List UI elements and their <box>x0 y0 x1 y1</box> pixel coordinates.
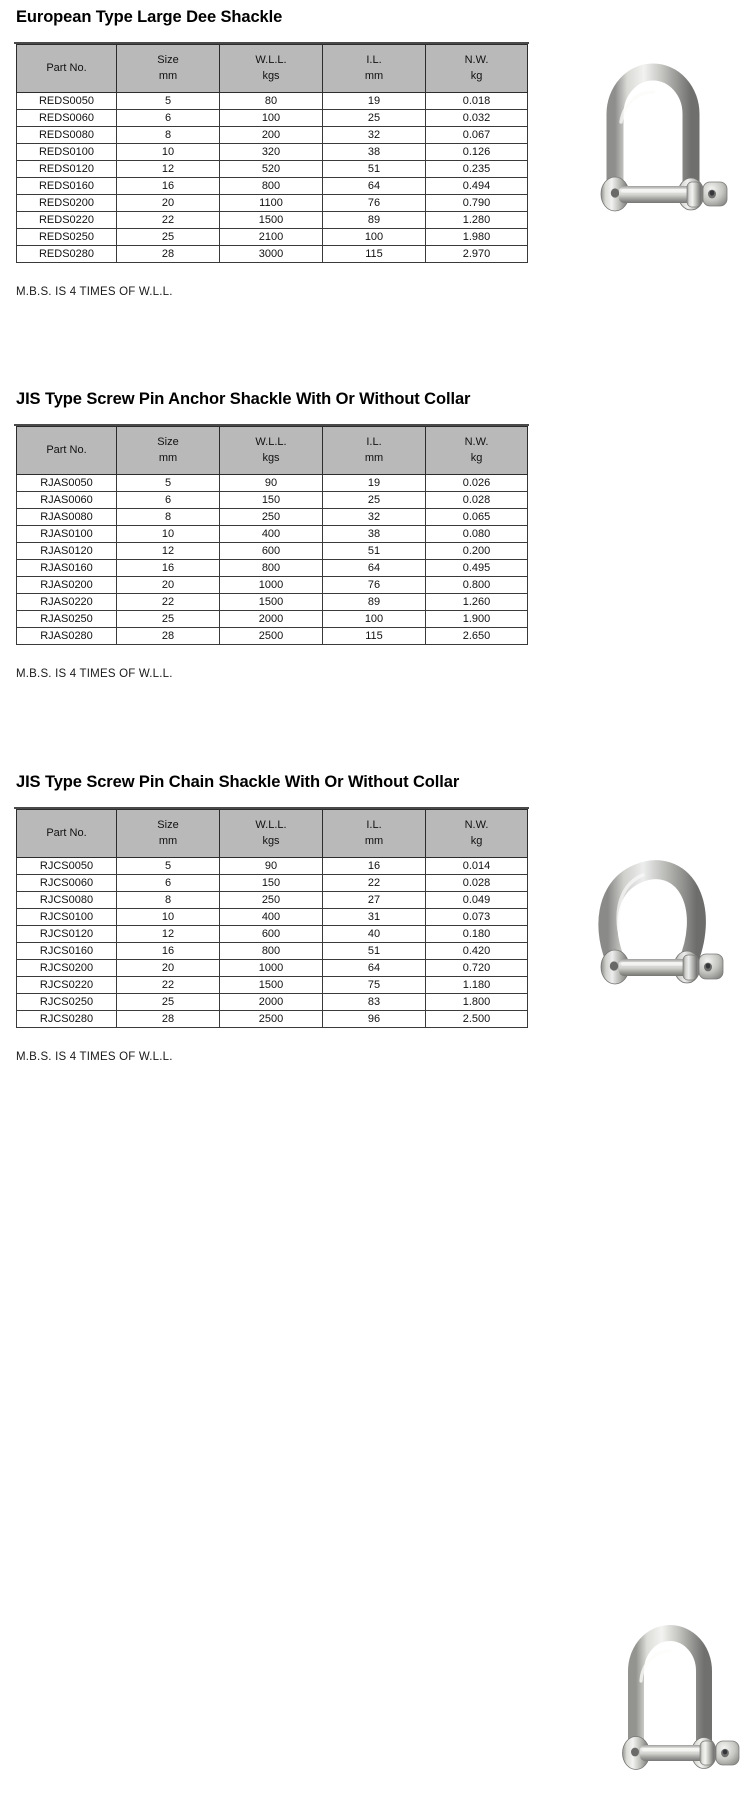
table-body <box>17 93 528 263</box>
cell-il: 100 <box>323 229 426 246</box>
cell-nw: 0.800 <box>426 577 528 594</box>
table-row <box>17 875 528 892</box>
cell-wll: 250 <box>220 892 323 909</box>
cell-part-no: RJAS0280 <box>17 628 117 645</box>
column-header-label: Size <box>157 818 179 831</box>
cell-part-no: RJCS0220 <box>17 977 117 994</box>
cell-size: 12 <box>117 543 220 560</box>
cell-part-no: RJAS0080 <box>17 509 117 526</box>
table-row <box>17 1011 528 1028</box>
cell-wll: 150 <box>220 492 323 509</box>
table-row <box>17 229 528 246</box>
footnote-mbs: M.B.S. IS 4 TIMES OF W.L.L. <box>16 286 173 298</box>
table-row <box>17 178 528 195</box>
cell-part-no: RJCS0280 <box>17 1011 117 1028</box>
column-header-label: W.L.L. <box>255 435 287 448</box>
table-row <box>17 526 528 543</box>
cell-size: 20 <box>117 195 220 212</box>
cell-il: 51 <box>323 943 426 960</box>
cell-nw: 1.280 <box>426 212 528 229</box>
table-row <box>17 212 528 229</box>
column-header-label: Size <box>157 53 179 66</box>
cell-size: 8 <box>117 127 220 144</box>
column-header-label: N.W. <box>464 435 489 448</box>
cell-il: 31 <box>323 909 426 926</box>
cell-wll: 400 <box>220 526 323 543</box>
column-header-il <box>323 810 426 858</box>
page-title: JIS Type Screw Pin Anchor Shackle With Or Without Collar <box>16 390 471 408</box>
cell-nw: 0.028 <box>426 492 528 509</box>
table-row <box>17 977 528 994</box>
cell-wll: 90 <box>220 475 323 492</box>
cell-il: 25 <box>323 492 426 509</box>
cell-il: 22 <box>323 875 426 892</box>
cell-il: 115 <box>323 246 426 263</box>
spec-table <box>16 426 528 645</box>
spec-table <box>16 44 528 263</box>
cell-il: 40 <box>323 926 426 943</box>
cell-part-no: RJAS0250 <box>17 611 117 628</box>
cell-part-no: RJCS0080 <box>17 892 117 909</box>
cell-part-no: RJAS0120 <box>17 543 117 560</box>
cell-wll: 200 <box>220 127 323 144</box>
cell-part-no: REDS0200 <box>17 195 117 212</box>
cell-il: 51 <box>323 161 426 178</box>
cell-wll: 1500 <box>220 212 323 229</box>
column-header-label: I.L. <box>366 435 382 448</box>
cell-il: 38 <box>323 144 426 161</box>
cell-size: 5 <box>117 858 220 875</box>
cell-wll: 800 <box>220 178 323 195</box>
cell-il: 96 <box>323 1011 426 1028</box>
cell-size: 25 <box>117 994 220 1011</box>
cell-nw: 0.790 <box>426 195 528 212</box>
cell-size: 6 <box>117 110 220 127</box>
cell-nw: 0.014 <box>426 858 528 875</box>
column-header-unit: kgs <box>262 69 280 82</box>
column-header-nw <box>426 45 528 93</box>
cell-nw: 2.500 <box>426 1011 528 1028</box>
column-header-unit: kgs <box>262 451 280 464</box>
table-row <box>17 492 528 509</box>
table-row <box>17 943 528 960</box>
cell-part-no: RJCS0060 <box>17 875 117 892</box>
column-header-il <box>323 427 426 475</box>
column-header-label: W.L.L. <box>255 818 287 831</box>
column-header-unit: mm <box>364 834 384 847</box>
cell-size: 16 <box>117 943 220 960</box>
cell-nw: 0.032 <box>426 110 528 127</box>
cell-nw: 0.180 <box>426 926 528 943</box>
column-header-label: Part No. <box>46 443 87 456</box>
cell-size: 6 <box>117 875 220 892</box>
table-row <box>17 994 528 1011</box>
table-row <box>17 93 528 110</box>
chain-dee-shackle-image <box>592 1623 749 1803</box>
cell-wll: 800 <box>220 560 323 577</box>
column-header-unit: mm <box>364 451 384 464</box>
cell-size: 16 <box>117 560 220 577</box>
cell-nw: 0.067 <box>426 127 528 144</box>
cell-nw: 0.720 <box>426 960 528 977</box>
cell-il: 76 <box>323 577 426 594</box>
cell-il: 32 <box>323 127 426 144</box>
cell-wll: 2500 <box>220 1011 323 1028</box>
table-row <box>17 110 528 127</box>
table-row <box>17 195 528 212</box>
cell-part-no: RJCS0120 <box>17 926 117 943</box>
column-header-nw <box>426 810 528 858</box>
cell-nw: 0.028 <box>426 875 528 892</box>
cell-il: 75 <box>323 977 426 994</box>
cell-wll: 150 <box>220 875 323 892</box>
cell-wll: 320 <box>220 144 323 161</box>
cell-size: 22 <box>117 977 220 994</box>
cell-il: 16 <box>323 858 426 875</box>
cell-size: 28 <box>117 246 220 263</box>
cell-il: 64 <box>323 560 426 577</box>
cell-size: 8 <box>117 509 220 526</box>
column-header-label: Part No. <box>46 826 87 839</box>
table-row <box>17 509 528 526</box>
table-header-row <box>17 810 528 858</box>
cell-size: 28 <box>117 628 220 645</box>
footnote-mbs: M.B.S. IS 4 TIMES OF W.L.L. <box>16 1051 173 1063</box>
cell-wll: 90 <box>220 858 323 875</box>
cell-size: 5 <box>117 93 220 110</box>
cell-part-no: RJAS0160 <box>17 560 117 577</box>
table-row <box>17 858 528 875</box>
cell-nw: 1.260 <box>426 594 528 611</box>
cell-nw: 1.980 <box>426 229 528 246</box>
column-header-unit: mm <box>158 451 178 464</box>
cell-il: 64 <box>323 960 426 977</box>
cell-part-no: RJAS0220 <box>17 594 117 611</box>
column-header-part-no <box>17 427 117 475</box>
page-title: European Type Large Dee Shackle <box>16 8 283 26</box>
cell-part-no: REDS0080 <box>17 127 117 144</box>
cell-il: 32 <box>323 509 426 526</box>
column-header-unit: kg <box>470 834 483 847</box>
cell-il: 89 <box>323 594 426 611</box>
column-header-part-no <box>17 810 117 858</box>
cell-nw: 0.235 <box>426 161 528 178</box>
cell-size: 10 <box>117 526 220 543</box>
cell-wll: 400 <box>220 909 323 926</box>
cell-nw: 0.080 <box>426 526 528 543</box>
table-header-row <box>17 45 528 93</box>
column-header-wll <box>220 427 323 475</box>
cell-size: 25 <box>117 611 220 628</box>
cell-wll: 2500 <box>220 628 323 645</box>
cell-wll: 600 <box>220 926 323 943</box>
column-header-nw <box>426 427 528 475</box>
column-header-unit: kg <box>470 69 483 82</box>
cell-il: 51 <box>323 543 426 560</box>
cell-nw: 0.018 <box>426 93 528 110</box>
table-row <box>17 246 528 263</box>
cell-nw: 2.970 <box>426 246 528 263</box>
table-row <box>17 960 528 977</box>
cell-size: 10 <box>117 909 220 926</box>
column-header-label: Size <box>157 435 179 448</box>
column-header-part-no <box>17 45 117 93</box>
spec-table <box>16 809 528 1028</box>
table-row <box>17 892 528 909</box>
table-header-row <box>17 427 528 475</box>
column-header-label: I.L. <box>366 53 382 66</box>
cell-part-no: REDS0250 <box>17 229 117 246</box>
cell-size: 20 <box>117 960 220 977</box>
cell-il: 76 <box>323 195 426 212</box>
cell-il: 115 <box>323 628 426 645</box>
dee-shackle-image <box>575 62 735 242</box>
cell-il: 25 <box>323 110 426 127</box>
table-row <box>17 628 528 645</box>
table-row <box>17 577 528 594</box>
column-header-label: W.L.L. <box>255 53 287 66</box>
cell-wll: 2000 <box>220 611 323 628</box>
column-header-unit: kgs <box>262 834 280 847</box>
cell-wll: 3000 <box>220 246 323 263</box>
cell-part-no: RJAS0050 <box>17 475 117 492</box>
cell-il: 83 <box>323 994 426 1011</box>
cell-il: 64 <box>323 178 426 195</box>
cell-nw: 0.065 <box>426 509 528 526</box>
page-title: JIS Type Screw Pin Chain Shackle With Or Without Collar <box>16 773 460 791</box>
cell-part-no: REDS0280 <box>17 246 117 263</box>
cell-size: 20 <box>117 577 220 594</box>
footnote-mbs: M.B.S. IS 4 TIMES OF W.L.L. <box>16 668 173 680</box>
cell-il: 19 <box>323 93 426 110</box>
cell-size: 5 <box>117 475 220 492</box>
cell-size: 16 <box>117 178 220 195</box>
column-header-label: I.L. <box>366 818 382 831</box>
cell-nw: 1.900 <box>426 611 528 628</box>
cell-il: 100 <box>323 611 426 628</box>
cell-nw: 0.126 <box>426 144 528 161</box>
cell-il: 19 <box>323 475 426 492</box>
cell-size: 10 <box>117 144 220 161</box>
table-row <box>17 611 528 628</box>
cell-size: 8 <box>117 892 220 909</box>
cell-part-no: REDS0120 <box>17 161 117 178</box>
column-header-size <box>117 810 220 858</box>
cell-nw: 0.200 <box>426 543 528 560</box>
cell-nw: 0.495 <box>426 560 528 577</box>
cell-part-no: REDS0160 <box>17 178 117 195</box>
cell-nw: 1.800 <box>426 994 528 1011</box>
column-header-unit: kg <box>470 451 483 464</box>
column-header-label: N.W. <box>464 818 489 831</box>
column-header-size <box>117 45 220 93</box>
table-header <box>17 810 528 858</box>
column-header-wll <box>220 45 323 93</box>
table-row <box>17 475 528 492</box>
column-header-label: Part No. <box>46 61 87 74</box>
column-header-size <box>117 427 220 475</box>
table-header <box>17 427 528 475</box>
table-row <box>17 144 528 161</box>
table-row <box>17 127 528 144</box>
anchor-bow-shackle-image <box>575 834 735 1014</box>
cell-nw: 0.049 <box>426 892 528 909</box>
cell-size: 6 <box>117 492 220 509</box>
table-header <box>17 45 528 93</box>
cell-wll: 2000 <box>220 994 323 1011</box>
cell-part-no: RJCS0100 <box>17 909 117 926</box>
cell-part-no: RJAS0200 <box>17 577 117 594</box>
cell-size: 22 <box>117 212 220 229</box>
cell-nw: 2.650 <box>426 628 528 645</box>
cell-nw: 0.420 <box>426 943 528 960</box>
cell-wll: 1100 <box>220 195 323 212</box>
cell-wll: 100 <box>220 110 323 127</box>
cell-wll: 1500 <box>220 594 323 611</box>
cell-il: 27 <box>323 892 426 909</box>
cell-part-no: REDS0100 <box>17 144 117 161</box>
cell-part-no: REDS0220 <box>17 212 117 229</box>
table-row <box>17 926 528 943</box>
cell-size: 12 <box>117 161 220 178</box>
table-row <box>17 909 528 926</box>
cell-part-no: REDS0050 <box>17 93 117 110</box>
cell-wll: 1000 <box>220 960 323 977</box>
table-row <box>17 161 528 178</box>
table-row <box>17 543 528 560</box>
column-header-unit: mm <box>158 834 178 847</box>
cell-nw: 1.180 <box>426 977 528 994</box>
column-header-label: N.W. <box>464 53 489 66</box>
cell-size: 12 <box>117 926 220 943</box>
cell-wll: 250 <box>220 509 323 526</box>
cell-part-no: RJCS0250 <box>17 994 117 1011</box>
column-header-il <box>323 45 426 93</box>
cell-part-no: REDS0060 <box>17 110 117 127</box>
cell-wll: 800 <box>220 943 323 960</box>
cell-wll: 80 <box>220 93 323 110</box>
cell-wll: 600 <box>220 543 323 560</box>
column-header-unit: mm <box>364 69 384 82</box>
cell-part-no: RJCS0200 <box>17 960 117 977</box>
table-body <box>17 858 528 1028</box>
cell-nw: 0.073 <box>426 909 528 926</box>
cell-part-no: RJAS0060 <box>17 492 117 509</box>
table-body <box>17 475 528 645</box>
cell-nw: 0.026 <box>426 475 528 492</box>
column-header-unit: mm <box>158 69 178 82</box>
cell-wll: 1000 <box>220 577 323 594</box>
column-header-wll <box>220 810 323 858</box>
cell-size: 25 <box>117 229 220 246</box>
cell-wll: 1500 <box>220 977 323 994</box>
cell-size: 28 <box>117 1011 220 1028</box>
cell-il: 89 <box>323 212 426 229</box>
cell-size: 22 <box>117 594 220 611</box>
cell-part-no: RJAS0100 <box>17 526 117 543</box>
cell-wll: 2100 <box>220 229 323 246</box>
cell-il: 38 <box>323 526 426 543</box>
table-row <box>17 560 528 577</box>
cell-nw: 0.494 <box>426 178 528 195</box>
cell-part-no: RJCS0160 <box>17 943 117 960</box>
cell-wll: 520 <box>220 161 323 178</box>
table-row <box>17 594 528 611</box>
cell-part-no: RJCS0050 <box>17 858 117 875</box>
